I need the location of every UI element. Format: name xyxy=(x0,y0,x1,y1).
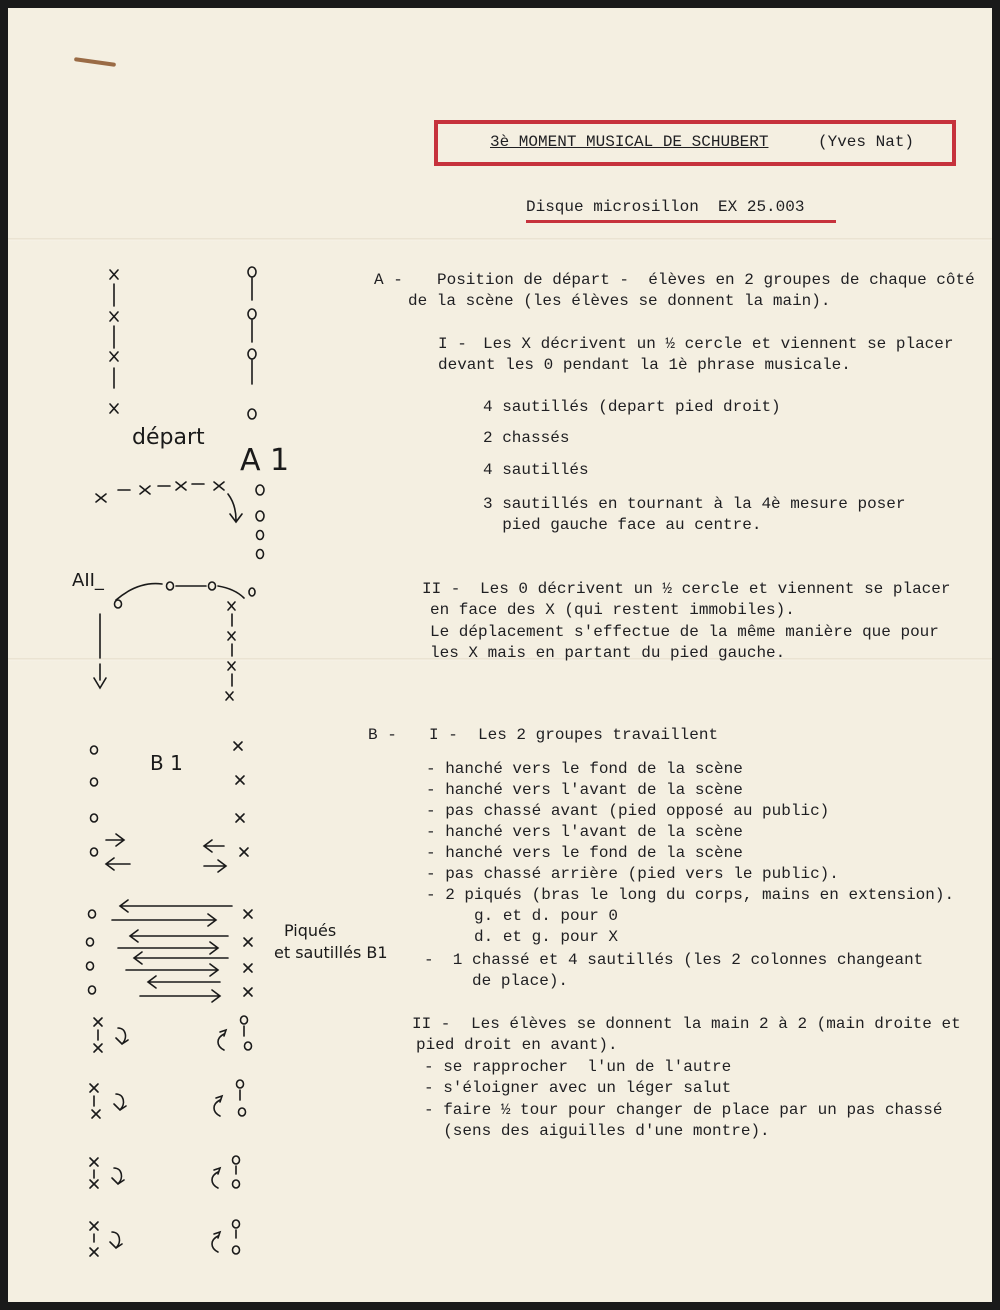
section-a-label: A - xyxy=(374,271,403,289)
movement-item: - 1 chassé et 4 sautillés (les 2 colonnes changeant xyxy=(424,951,924,969)
movement-item: - hanché vers l'avant de la scène xyxy=(426,823,743,841)
part-a2-line: Le déplacement s'effectue de la même manière que pour xyxy=(430,623,939,641)
disc-reference: Disque microsillon EX 25.003 xyxy=(526,198,805,216)
step-item: 4 sautillés (depart pied droit) xyxy=(483,398,781,416)
choreography-sketch xyxy=(8,8,992,1302)
step-item: 2 chassés xyxy=(483,429,570,447)
part-a1-line-1: Les X décrivent un ½ cercle et viennent se placer xyxy=(483,335,954,353)
part-a2-line: en face des X (qui restent immobiles). xyxy=(430,601,795,619)
sketch-label-depart: départ xyxy=(132,425,205,450)
movement-item: - 2 piqués (bras le long du corps, mains en extension). xyxy=(426,886,955,904)
part-a1-line-2: devant les 0 pendant la 1è phrase musicale. xyxy=(438,356,851,374)
movement-item: - hanché vers le fond de la scène xyxy=(426,844,743,862)
start-x-column xyxy=(110,270,118,413)
title-main: 3è MOMENT MUSICAL DE SCHUBERT xyxy=(490,133,769,151)
movement-item: - hanché vers le fond de la scène xyxy=(426,760,743,778)
part-a2-line: Les 0 décrivent un ½ cercle et viennent se placer xyxy=(480,580,951,598)
section-a-intro-1: Position de départ - élèves en 2 groupes de chaque côté xyxy=(437,271,975,289)
a1-x-line xyxy=(96,482,264,559)
movement-item: g. et d. pour 0 xyxy=(426,907,619,925)
document-page xyxy=(8,8,992,1302)
sketch-label-sautilles: et sautillés B1 xyxy=(274,943,388,962)
step-item: pied gauche face au centre. xyxy=(483,516,762,534)
step-item: 4 sautillés xyxy=(483,461,589,479)
part-b2-line: - se rapprocher l'un de l'autre xyxy=(424,1058,732,1076)
part-b1-heading: Les 2 groupes travaillent xyxy=(478,726,719,744)
part-b2-label: II - xyxy=(412,1015,451,1033)
a2-o-arc xyxy=(94,582,255,700)
pair-figures xyxy=(90,1016,252,1256)
movement-item: de place). xyxy=(424,972,569,990)
piques-arrows xyxy=(87,900,253,1002)
movement-item: - hanché vers l'avant de la scène xyxy=(426,781,743,799)
title-author: (Yves Nat) xyxy=(818,133,915,151)
part-a2-line: les X mais en partant du pied gauche. xyxy=(430,644,786,662)
sketch-label-piques: Piqués xyxy=(284,921,337,940)
section-b-label: B - xyxy=(368,726,397,744)
part-b1-label: I - xyxy=(429,726,458,744)
part-b2-line: Les élèves se donnent la main 2 à 2 (main droite et xyxy=(471,1015,961,1033)
part-b2-line: - faire ½ tour pour changer de place par un pas chassé xyxy=(424,1101,943,1119)
sketch-label-b1: B 1 xyxy=(150,751,183,775)
part-b2-line: pied droit en avant). xyxy=(416,1036,618,1054)
part-a1-label: I - xyxy=(438,335,467,353)
part-b2-line: - s'éloigner avec un léger salut xyxy=(424,1079,732,1097)
part-b2-line: (sens des aiguilles d'une montre). xyxy=(424,1122,770,1140)
start-o-column xyxy=(248,267,256,419)
movement-item: d. et g. pour X xyxy=(426,928,619,946)
section-a-intro-2: de la scène (les élèves se donnent la main). xyxy=(408,292,831,310)
step-item: 3 sautillés en tournant à la 4è mesure poser xyxy=(483,495,906,513)
movement-item: - pas chassé arrière (pied vers le public). xyxy=(426,865,839,883)
sketch-label-a1: A 1 xyxy=(240,443,290,478)
sketch-label-a2: AII_ xyxy=(72,570,104,591)
part-a2-label: II - xyxy=(422,580,461,598)
movement-item: - pas chassé avant (pied opposé au public) xyxy=(426,802,830,820)
